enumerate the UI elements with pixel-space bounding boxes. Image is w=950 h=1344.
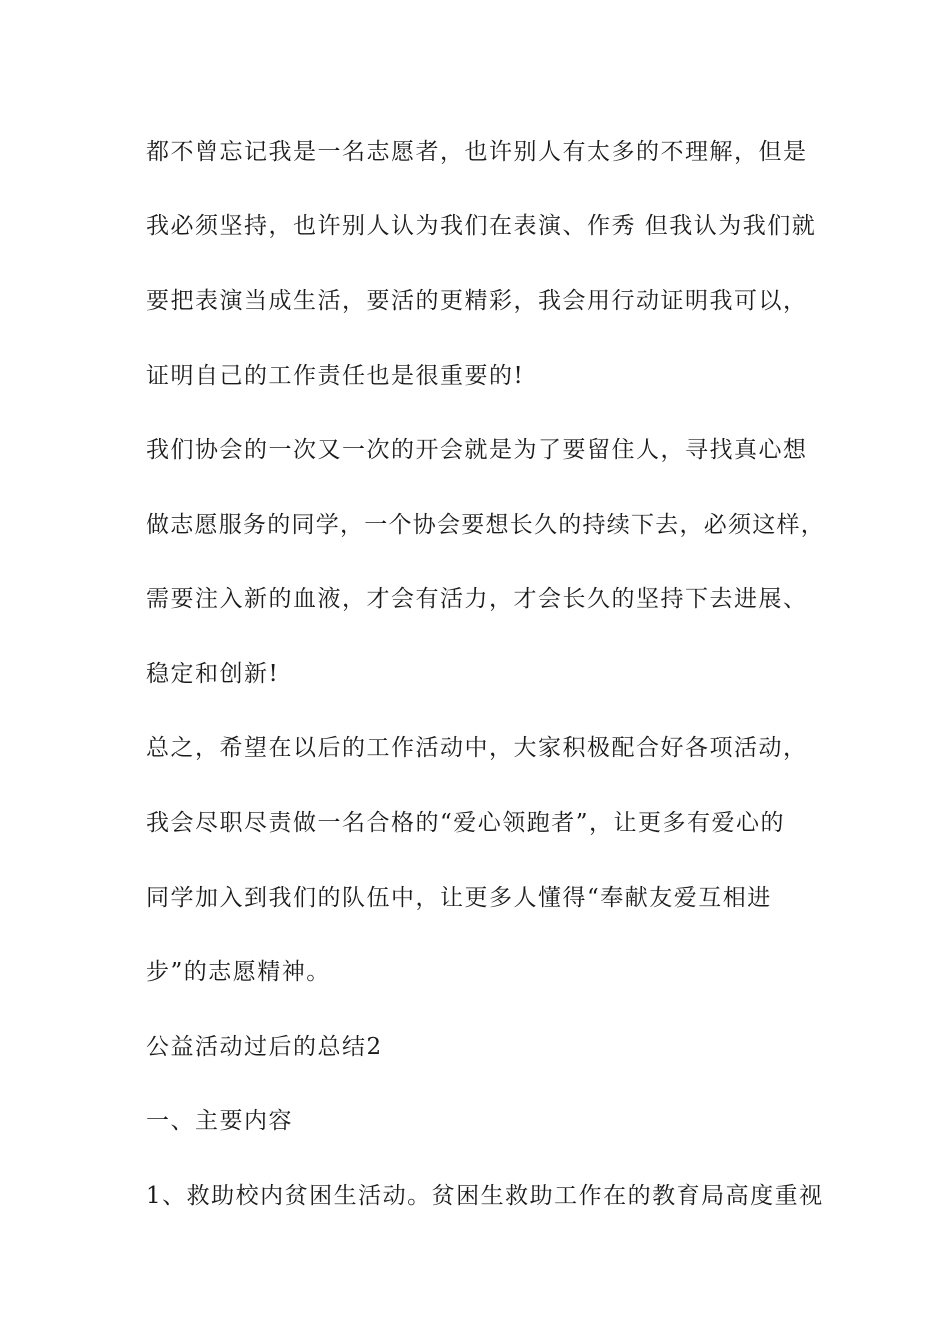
- paragraph-line: 稳定和创新!: [146, 661, 280, 687]
- paragraph-line: 需要注入新的血液，才会有活力，才会长久的坚持下去进展、: [146, 586, 808, 612]
- section-heading: 一、主要内容: [146, 1108, 293, 1134]
- list-item: 1、救助校内贫困生活动。贫困生救助工作在的教育局高度重视: [146, 1183, 824, 1209]
- section-title: 公益活动过后的总结2: [146, 1034, 383, 1060]
- paragraph-line: 同学加入到我们的队伍中，让更多人懂得“奉献友爱互相进: [146, 885, 772, 911]
- paragraph-line: 我会尽职尽责做一名合格的“爱心领跑者”，让更多有爱心的: [146, 810, 786, 836]
- paragraph-line: 我必须坚持，也许别人认为我们在表演、作秀 但我认为我们就: [146, 213, 817, 239]
- paragraph-line: 证明自己的工作责任也是很重要的!: [146, 363, 525, 389]
- paragraph-line: 总之，希望在以后的工作活动中，大家积极配合好各项活动，: [146, 735, 808, 761]
- paragraph-line: 要把表演当成生活，要活的更精彩，我会用行动证明我可以，: [146, 288, 808, 314]
- paragraph-line: 都不曾忘记我是一名志愿者，也许别人有太多的不理解，但是: [146, 139, 808, 165]
- paragraph-line: 做志愿服务的同学，一个协会要想长久的持续下去，必须这样，: [146, 512, 825, 538]
- paragraph-line: 步”的志愿精神。: [146, 959, 331, 985]
- paragraph-line: 我们协会的一次又一次的开会就是为了要留住人，寻找真心想: [146, 437, 808, 463]
